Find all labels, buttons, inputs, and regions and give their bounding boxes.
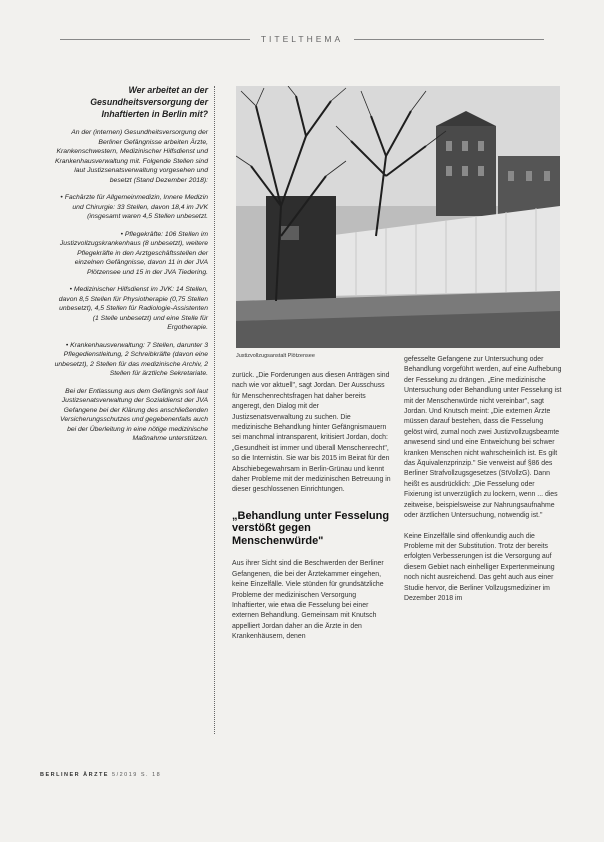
column-divider [214, 86, 215, 734]
sidebar-bullet-administration: • Krankenhausverwaltung: 7 Stellen, darunter 3 Pflegedienstleitung, 2 Schreibkräfte (davon eine unbesetzt), 2 Stellen für das medizinische Archiv, 2 Stellen für ärztliche Sekretariate. [54, 341, 208, 377]
article-paragraph: Aus ihrer Sicht sind die Beschwerden der Berliner Gefangenen, die bei der Ärztekammer eingehen, keine Einzelfälle. Viele stünden für grundsätzliche Probleme der medizinischen Versorgung Inhaftierter, wie etwa die Fesselung bei einer externen Behandlung. Gemeinsam mit Knutsch appelliert Jordan daher an die Ärzte in den Krankenhäusern, denen [232, 560, 384, 641]
sidebar-title: Wer arbeitet an der Gesundheitsversorgung der Inhaftierten in Berlin mit? [90, 85, 208, 119]
sidebar-closing: Bei der Entlassung aus dem Gefängnis soll laut Justizsenatsverwaltung der Sozialdienst der JVA Gefangene bei der Klärung des anschließenden Versicherungsschutzes und gegebenenfalls auch bei der Überleitung in eine nötige medizinische Maßnahme unterstützen. [60, 387, 208, 442]
page-footer [40, 772, 161, 778]
section-header: TITELTHEMA [0, 34, 604, 44]
sidebar-bullet-nursing: • Pflegekräfte: 106 Stellen im Justizvollzugskrankenhaus (8 unbesetzt), weitere Pflegekräfte in den Arztgeschäftsstellen der einzelnen Gefängnisse, davon 11 in der JVA Plötzensee und 15 in der JVA Tiedering. [59, 230, 208, 276]
article-column-1 [232, 371, 392, 653]
issue-info: 5/2019 S. 18 [112, 772, 162, 778]
prison-photo [236, 86, 560, 348]
info-sidebar [52, 84, 208, 444]
photo-caption: Justizvollzugsanstalt Plötzensee [236, 353, 315, 359]
article-subheading: „Behandlung unter Fesselung verstößt gegen Menschenwürde" [232, 509, 390, 547]
article-column-2 [404, 355, 562, 614]
article-paragraph: gefesselte Gefangene zur Untersuchung oder Behandlung vorgeführt werden, auf eine Aufhebung der Fesselung zu drängen. „Eine medizinische Untersuchung oder Behandlung unter Fesselung ist mit der Menschenwürde nicht vereinbar", sagt Jordan. Und Knutsch meint: „Die externen Ärzte müssen darauf bestehen, dass die Fesselung gelöst wird, zumal noch zwei Justizvollzugsbeamte anwesend sind und eine Entweichung bei schwer kranken Menschen nicht wahrscheinlich ist. Es gilt das Äquivalenzprinzip." Sie verweist auf §86 des Berliner Strafvollzugsgesetzes (StVollzG). Dann heißt es ausdrücklich: „Die Fesselung oder Fixierung ist unverzüglich zu lockern, wenn ... dies zeitweise, beispielsweise zur Nahrungsaufnahme oder ärztlichen Untersuchung, notwendig ist." [404, 356, 562, 520]
magazine-name: BERLINER ÄRZTE [40, 772, 109, 778]
sidebar-bullet-doctors: • Fachärzte für Allgemeinmedizin, Innere Medizin und Chirurgie: 33 Stellen, davon 18,4 im JVK (insgesamt waren 4,5 Stellen unbesetzt. [60, 194, 208, 220]
article-paragraph: zurück. „Die Forderungen aus diesen Anträgen sind nach wie vor aktuell", sagt Jordan. Der Ausschuss für Menschenrechtsfragen hat daher bereits angeregt, den Dialog mit der Justizsenatsverwaltung zu suchen. Die medizinische Behandlung hinter Gefängnismauern sei manchmal intransparent, kritisiert Jordan, doch: „Gesundheit ist immer und überall Menschenrecht", so die Internistin. Sie war bis 2015 im Beirat für den Abschiebegewahrsam in Berlin-Grünau und kennt daher Probleme mit der medizinischen Betreuung in dieser geschlossenen Einrichtungen. [232, 372, 391, 494]
sidebar-bullet-medical-aid: • Medizinischer Hilfsdienst im JVK: 14 Stellen, davon 8,5 Stellen für Physiotherapie (0,75 Stellen unbesetzt), 4,5 Stellen für Radiologie-Assistenten (1 Stelle unbesetzt) und eine Stelle für Ergotherapie. [58, 286, 208, 331]
article-paragraph: Keine Einzelfälle sind offenkundig auch die Probleme mit der Substitution. Trotz der bereits erfolgten Verbesserungen ist die Versorgung auf diesem Gebiet nach einhelliger Expertenmeinung noch nicht ausreichend. Das geht auch aus einer Studie hervor, die Berliner Vollzugsmediziner im Dezember 2018 im [404, 532, 555, 602]
sidebar-intro: An der (internen) Gesundheitsversorgung der Berliner Gefängnisse arbeiten Ärzte, Krankenschwestern, Medizinischer Hilfsdienst und Krankenhausverwaltung mit. Folgende Stellen sind laut Justizsenatsverwaltung vorgesehen und besetzt (Stand Dezember 2018): [54, 129, 208, 184]
